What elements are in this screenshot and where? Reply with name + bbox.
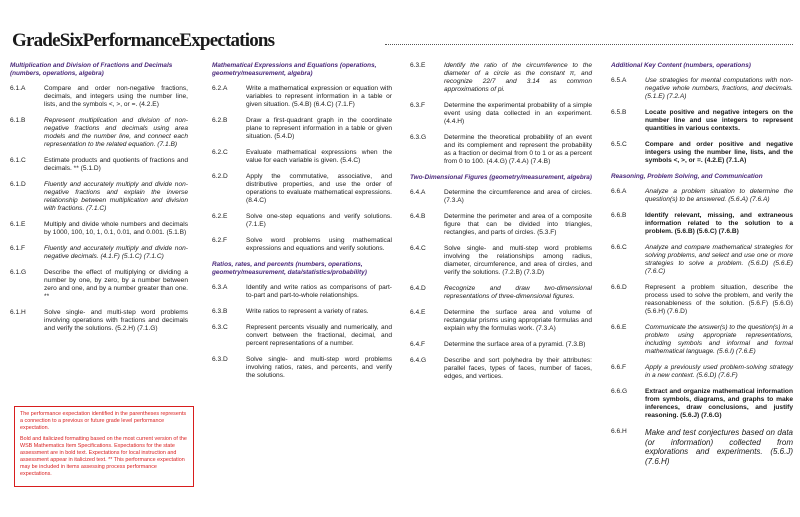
note-paragraph: The performance expectation identified in the parentheses represents a connection to a previous or future grade level performance expectation. [20, 411, 187, 431]
expectation-text: Solve one-step equations and verify solutions. (7.1.E) [246, 213, 392, 228]
expectation-number: 6.1.H [10, 309, 26, 316]
expectation-item [611, 388, 793, 420]
expectation-text: Represent a problem situation, describe the process used to solve the problem, and verify the reasonableness of the solution. (5.6.F) (5.6.G) (5.6.H) (7.6.D) [645, 284, 793, 315]
expectation-number: 6.4.A [410, 189, 426, 196]
expectation-text: Evaluate mathematical expressions when the value for each variable is given. (5.4.C) [246, 149, 392, 164]
expectation-item [10, 85, 188, 109]
expectation-number: 6.1.B [10, 117, 26, 124]
expectation-item [212, 308, 392, 316]
expectation-text: Apply the commutative, associative, and distributive properties, and use the order of operations to evaluate mathematical expressions. (8.4.C) [246, 173, 392, 204]
expectation-item [410, 357, 592, 381]
expectation-number: 6.2.A [212, 85, 228, 92]
section-heading: Ratios, rates, and percents (numbers, operations, geometry/measurement, data/statistics/probability) [212, 261, 367, 276]
expectation-item [611, 244, 793, 276]
expectation-text: Analyze and compare mathematical strategies for solving problems, and select and use one or more strategies to solve a problem. (5.6.D) (5.6.E) (7.6.C) [645, 244, 793, 275]
expectation-item [410, 189, 592, 205]
expectation-item [410, 341, 592, 349]
expectation-number: 6.4.E [410, 309, 426, 316]
expectation-text: Apply a previously used problem-solving strategy in a new context. (5.6.D) (7.6.F) [645, 364, 793, 379]
expectation-text: Describe the effect of multiplying or dividing a number by one, by zero, by a number between zero and one, and by a number greater than one. ** [44, 269, 188, 300]
expectation-number: 6.4.F [410, 341, 426, 348]
expectation-number: 6.1.D [10, 181, 26, 188]
section-heading: Multiplication and Division of Fractions and Decimals (numbers, operations, algebra) [10, 62, 173, 77]
section-heading: Two-Dimensional Figures (geometry/measurement, algebra) [410, 174, 592, 181]
expectation-number: 6.6.F [611, 364, 627, 371]
expectation-number: 6.2.B [212, 117, 228, 124]
expectation-text: Identify relevant, missing, and extraneous information related to the solution to a problem. (5.6.B) (5.6.C) (7.6.B) [645, 212, 793, 235]
expectation-text: Compare and order non-negative fractions, decimals, and integers using the number line, lists, and the symbols <, >, or =. (4.2.E) [44, 85, 188, 108]
expectation-text: Recognize and draw two-dimensional representations of three-dimensional figures. [444, 285, 592, 300]
expectation-item [410, 245, 592, 277]
expectation-item [212, 356, 392, 380]
expectation-number: 6.6.D [611, 284, 627, 291]
expectation-number: 6.6.H [611, 428, 627, 435]
expectation-item [410, 285, 592, 301]
expectation-text: Determine the surface area of a pyramid. (7.3.B) [444, 341, 586, 348]
expectation-item [10, 157, 188, 173]
expectation-text: Use strategies for mental computations with non-negative whole numbers, fractions, and decimals. (5.1.E) (7.2.A) [645, 77, 793, 100]
expectation-item [410, 134, 592, 166]
expectation-item [611, 188, 793, 204]
expectation-item [10, 309, 188, 333]
expectation-item [611, 428, 793, 466]
expectation-number: 6.1.A [10, 85, 26, 92]
expectation-number: 6.3.A [212, 284, 228, 291]
expectation-item [410, 309, 592, 333]
expectation-text: Compare and order positive and negative integers using the number line, lists, and the symbols <, >, or =. (4.2.E) (7.1.A) [645, 141, 793, 164]
expectation-text: Solve single- and multi-step word problems involving the relationships among radius, diameter, circumference, and area of circles, and verify the solutions. (7.2.B) (7.3.D) [444, 245, 592, 276]
expectation-item [212, 324, 392, 348]
expectation-item [212, 213, 392, 229]
expectation-number: 6.6.E [611, 324, 627, 331]
expectation-number: 6.5.A [611, 77, 627, 84]
expectation-text: Analyze a problem situation to determine the question(s) to be answered. (5.6.A) (7.6.A) [645, 188, 793, 203]
expectation-text: Identify and write ratios as comparisons of part-to-part and part-to-whole relationships. [246, 284, 392, 299]
expectation-item [410, 213, 592, 237]
expectation-text: Solve single- and multi-step word problems involving ratios, rates, and percents, and verify the solutions. [246, 356, 392, 379]
expectation-number: 6.5.C [611, 141, 627, 148]
expectation-text: Determine the perimeter and area of a composite figure that can be divided into triangles, rectangles, and parts of circles. (5.3.F) [444, 213, 592, 236]
column-3 [410, 62, 592, 389]
expectation-text: Draw a first-quadrant graph in the coordinate plane to represent information in a table or given situation. (5.4.D) [246, 117, 392, 140]
expectation-item [611, 324, 793, 356]
expectation-item [410, 102, 592, 126]
expectation-number: 6.2.F [212, 237, 228, 244]
column-2 [212, 62, 392, 388]
legend-note [14, 406, 194, 487]
expectation-item [212, 284, 392, 300]
expectation-text: Represent percents visually and numerically, and convert between the fractional, decimal, and percent representations of a number. [246, 324, 392, 347]
expectation-number: 6.1.F [10, 245, 26, 252]
expectation-item [212, 173, 392, 205]
expectation-number: 6.3.D [212, 356, 228, 363]
expectation-number: 6.3.F [410, 102, 426, 109]
expectation-number: 6.4.D [410, 285, 426, 292]
column-1 [10, 62, 188, 341]
expectation-number: 6.4.B [410, 213, 426, 220]
expectation-text: Determine the experimental probability of a simple event using data collected in an experiment. (4.4.H) [444, 102, 592, 125]
expectation-text: Estimate products and quotients of fractions and decimals. ** (5.1.D) [44, 157, 188, 172]
column-4 [611, 62, 793, 474]
expectation-text: Communicate the answer(s) to the question(s) in a problem using appropriate representations, including symbols and informal and formal mathematical language. (5.6.I) (7.6.E) [645, 324, 793, 355]
expectation-item [611, 364, 793, 380]
expectation-number: 6.3.B [212, 308, 228, 315]
expectation-item [611, 141, 793, 165]
title-leader-dots [385, 44, 793, 45]
expectation-item [611, 212, 793, 236]
expectation-number: 6.6.C [611, 244, 627, 251]
expectation-number: 6.1.C [10, 157, 26, 164]
expectation-item [10, 117, 188, 149]
expectation-number: 6.1.G [10, 269, 27, 276]
expectation-text: Fluently and accurately multiply and divide non-negative fractions and explain the inverse relationship between multiplication and division with fractions. (7.1.C) [44, 181, 188, 212]
expectation-text: Determine the theoretical probability of an event and its complement and represent the probability as a fraction or decimal from 0 to 1 or as a percent from 0 to 100. (4.4.G) (7.4.A) (7.4.B) [444, 134, 592, 165]
expectation-number: 6.6.G [611, 388, 628, 395]
expectation-number: 6.4.G [410, 357, 427, 364]
expectation-number: 6.2.E [212, 213, 228, 220]
expectation-text: Determine the circumference and area of circles. (7.3.A) [444, 189, 592, 204]
expectation-number: 6.3.C [212, 324, 228, 331]
expectation-item [212, 149, 392, 165]
expectation-number: 6.4.C [410, 245, 426, 252]
expectation-item [10, 245, 188, 261]
expectation-number: 6.2.C [212, 149, 228, 156]
expectation-item [10, 221, 188, 237]
expectation-text: Multiply and divide whole numbers and decimals by 1000, 100, 10, 1, 0.1, 0.01, and 0.001. (5.1.B) [44, 221, 188, 236]
expectation-text: Write a mathematical expression or equation with variables to represent information in a table or given situation. (5.4.B) (6.4.C) (7.1.F) [246, 85, 392, 108]
expectation-text: Make and test conjectures based on data (or information) collected from explorations and experiments. (5.6.J)(7.6.H) [645, 428, 793, 466]
expectation-number: 6.3.E [410, 62, 426, 69]
expectation-item [410, 62, 592, 94]
expectation-item [611, 284, 793, 316]
note-paragraph: Bold and italicized formatting based on the most current version of the WSB Mathematics Item Specifications. Expectations for the state assessment are in bold text. Expectations for local instruction and assessment appear in italicized text. ** This performance expectation may be included in items assessing process performance expectations. [20, 436, 187, 477]
expectation-number: 6.5.B [611, 109, 627, 116]
section-heading: Mathematical Expressions and Equations (operations, geometry/measurement, algebra) [212, 62, 377, 77]
expectation-number: 6.6.A [611, 188, 627, 195]
expectation-text: Represent multiplication and division of non-negative fractions and decimals using area models and the number line, and connect each representation to the related equation. (7.1.B) [44, 117, 188, 148]
expectation-number: 6.6.B [611, 212, 627, 219]
section-heading: Additional Key Content (numbers, operations) [611, 62, 751, 69]
expectation-item [10, 269, 188, 301]
expectation-item [10, 181, 188, 213]
expectation-text: Identify the ratio of the circumference to the diameter of a circle as the constant π, and recognize 22/7 and 3.14 as common approximations of pi. [444, 62, 592, 93]
expectation-item [212, 117, 392, 141]
expectation-number: 6.3.G [410, 134, 427, 141]
expectation-item [212, 85, 392, 109]
section-heading: Reasoning, Problem Solving, and Communication [611, 173, 763, 180]
expectation-text: Locate positive and negative integers on the number line and use integers to represent quantities in various contexts. [645, 109, 793, 132]
expectation-number: 6.1.E [10, 221, 26, 228]
expectation-text: Determine the surface area and volume of rectangular prisms using appropriate formulas and explain why the formulas work. (7.3.A) [444, 309, 592, 332]
expectation-item [611, 77, 793, 101]
expectation-item [212, 237, 392, 253]
expectation-item [611, 109, 793, 133]
expectation-number: 6.2.D [212, 173, 228, 180]
page-title: GradeSixPerformanceExpectations [12, 30, 275, 51]
expectation-text: Fluently and accurately multiply and divide non-negative decimals. (4.1.F) (5.1.C) (7.1.C) [44, 245, 188, 260]
expectation-text: Describe and sort polyhedra by their attributes: parallel faces, types of faces, number of faces, edges, and vertices. [444, 357, 592, 380]
expectation-text: Extract and organize mathematical information from symbols, diagrams, and graphs to make inferences, draw conclusions, and justify reasoning. (5.6.J) (7.6.G) [645, 388, 793, 419]
expectation-text: Solve word problems using mathematical expressions and equations and verify solutions. [246, 237, 392, 252]
expectation-text: Solve single- and multi-step word problems involving operations with fractions and decimals and verify the solutions. (5.2.H) (7.1.G) [44, 309, 188, 332]
expectation-text: Write ratios to represent a variety of rates. [246, 308, 369, 315]
